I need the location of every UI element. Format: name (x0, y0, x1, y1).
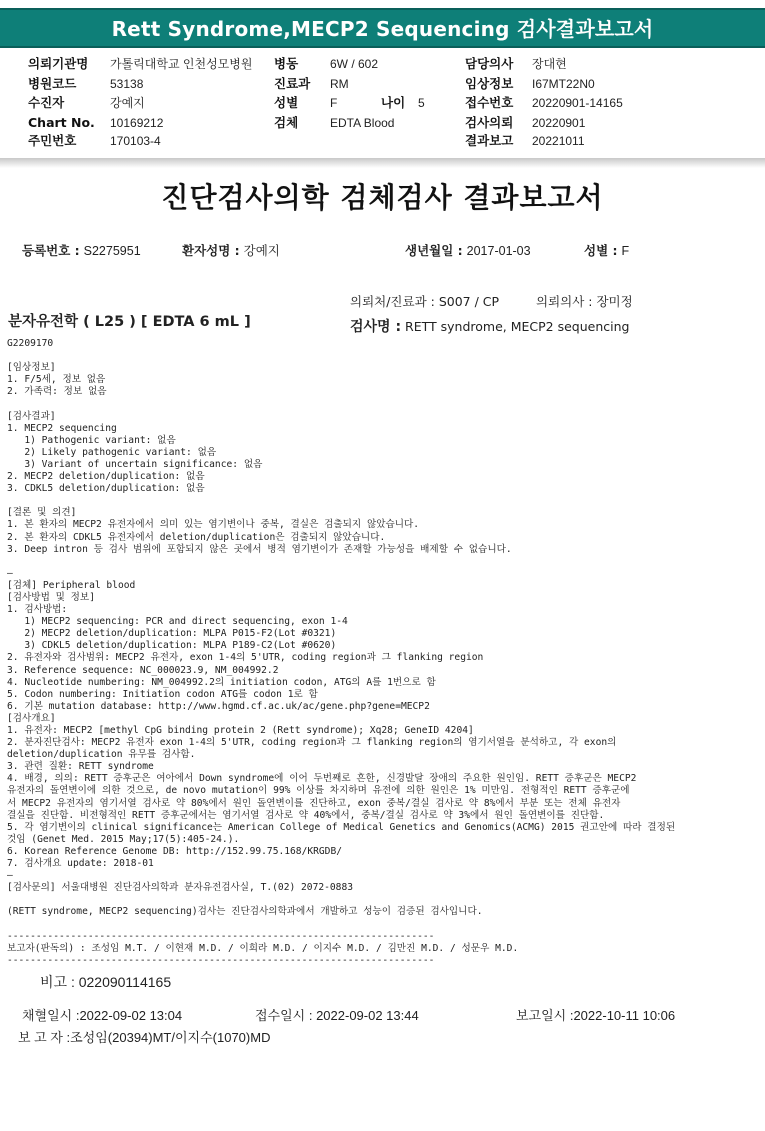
report-line: 2) Likely pathogenic variant: 없음 (7, 446, 217, 458)
report-line: (RETT syndrome, MECP2 sequencing)검사는 진단검사의학과에서 개발하고 성능이 검증된 검사입니다. (7, 906, 483, 918)
report-line (7, 556, 762, 568)
header-value-request-date: 20220901 (532, 116, 586, 130)
sex-label: 성별 : (584, 243, 618, 258)
header-label-institution: 의뢰기관명 (28, 56, 89, 71)
report-line: 서 MECP2 유전자의 염기서열 검사로 약 80%에서 원인 돌연변이를 진단하고, exon 중복/결실 검사로 약 8%에서 부분 또는 전체 유전자 (7, 797, 621, 809)
document-title: 진단검사의학 검체검사 결과보고서 (161, 181, 604, 214)
patient-name-label: 환자성명 : (182, 243, 240, 258)
header-label-chart-no: Chart No. (28, 115, 95, 130)
header-value-age: 5 (418, 96, 425, 110)
report-line: 6. Korean Reference Genome DB: http://152.99.75.168/KRGDB/ (7, 845, 343, 857)
report-line (7, 894, 762, 906)
report-line: 3. Reference sequence: NC_000023.9, NM_004992.2 (7, 664, 279, 676)
test-name (350, 316, 629, 336)
header-label-age: 나이 (381, 95, 406, 110)
report-line: 1. F/5세, 정보 없음 (7, 374, 106, 386)
header-value-institution: 가톨릭대학교 인천성모병원 (110, 57, 253, 71)
header-value-patient: 강예지 (110, 96, 145, 110)
report-body (7, 338, 762, 967)
report-line: [결론 및 의견] (7, 507, 77, 519)
sex-value: F (621, 244, 630, 258)
report-line: [검체] Peripheral blood (7, 579, 136, 591)
report-line: -------------------------------------------------------------------------- (7, 954, 435, 966)
report-line: 결실을 진단함. 비전형적인 RETT 증후군에서는 염기서열 검사로 약 40%에서, 중복/결실 검사로 약 3%에서 원인 돌연변이를 진단함. (7, 809, 605, 821)
header-value-resident-no: 170103-4 (110, 134, 161, 148)
header-label-department: 진료과 (274, 76, 311, 91)
header-value-sex: F (330, 96, 338, 110)
report-line: 5. 각 염기변이의 clinical significance는 American College of Medical Genetics and Genomics(ACMG) 2015 권고안에 따라 결정된 (7, 821, 676, 833)
report-line: 유전자의 돌연변이에 의한 것으로, de novo mutation이 99% 이상를 차지하며 유전에 의한 원인은 1% 미만임. 전형적인 RETT 증후군에 (7, 785, 630, 797)
report-line (7, 495, 762, 507)
report-line: [검사결과] (7, 410, 56, 422)
section-title: 분자유전학 ( L25 ) [ EDTA 6 mL ] (8, 314, 251, 330)
header-value-ward: 6W / 602 (330, 57, 379, 71)
report-line: 2. MECP2 deletion/duplication: 없음 (7, 471, 205, 483)
test-name-label: 검사명 : (350, 319, 402, 335)
report-line: 1. 유전자: MECP2 [methyl CpG binding protein 2 (Rett syndrome); Xq28; GeneID 4204] (7, 725, 474, 736)
report-line: 5. Codon numbering: Initiation codon ATG를 codon 1로 함 (7, 688, 318, 700)
header-label-ward: 병동 (274, 56, 299, 71)
report-line: 1) Pathogenic variant: 없음 (7, 434, 176, 446)
report-line: 것임 (Genet Med. 2015 May;17(5):405-24.). (7, 833, 240, 845)
report-line: [임상정보] (7, 362, 56, 374)
patient-sex (584, 241, 629, 259)
report-line: 1) MECP2 sequencing: PCR and direct sequencing, exon 1-4 (7, 616, 348, 628)
header-label-receipt-no: 접수번호 (465, 95, 514, 110)
report-line: 1. 본 환자의 MECP2 유전자에서 의미 있는 염기변이나 중복, 결실은 검출되지 않았습니다. (7, 519, 420, 531)
report-line: 6. 기본 mutation database: http://www.hgmd.cf.ac.uk/ac/gene.php?gene=MECP2 (7, 700, 430, 712)
requesting-doctor: 의뢰의사 : 장미정 (536, 294, 633, 309)
header-divider (0, 158, 765, 168)
footer-remark: 비고 : 022090114165 (40, 974, 172, 990)
reg-no-label: 등록번호 : (22, 243, 80, 258)
report-line: 2. 분자진단검사: MECP2 유전자 exon 1-4의 5'UTR, coding region과 그 flanking region의 염기서열을 분석하고, 각 exon의 (7, 737, 617, 749)
header-label-request-date: 검사의뢰 (465, 115, 514, 130)
patient-reg-no (22, 241, 141, 259)
test-name-value: RETT syndrome, MECP2 sequencing (405, 319, 630, 334)
report-line: 3. CDKL5 deletion/duplication: 없음 (7, 483, 205, 495)
report-line: 보고자(판독의) : 조성임 M.T. / 이현재 M.D. / 이희라 M.D. / 이지수 M.D. / 김만진 M.D. / 성문우 M.D. (7, 942, 519, 954)
report-line (7, 919, 762, 931)
patient-name-value: 강예지 (243, 244, 280, 258)
report-line: G2209170 (7, 338, 54, 349)
header-value-clinical-info: I67MT22N0 (532, 77, 595, 91)
requesting-department: 의뢰처/진료과 : S007 / CP (350, 294, 500, 309)
dob-label: 생년월일 : (405, 243, 463, 258)
patient-dob (405, 241, 531, 259)
header-value-department: RM (330, 77, 349, 91)
report-line: 3) CDKL5 deletion/duplication: MLPA P189-C2(Lot #0620) (7, 640, 337, 652)
report-line: [검사개요] (7, 712, 56, 724)
report-line: deletion/duplication 유무를 검사함. (7, 749, 196, 761)
header-info-table (0, 52, 765, 152)
footer-receipt-time: 접수일시 : 2022-09-02 13:44 (255, 1008, 419, 1023)
report-banner-title: Rett Syndrome,MECP2 Sequencing 검사결과보고서 (0, 8, 765, 48)
reg-no-value: S2275951 (83, 244, 141, 258)
dob-value: 2017-01-03 (466, 244, 531, 258)
report-line: 2. 본 환자의 CDKL5 유전자에서 deletion/duplication은 검출되지 않았습니다. (7, 531, 386, 543)
header-label-sex: 성별 (274, 95, 299, 110)
header-label-report-date: 결과보고 (465, 133, 514, 148)
header-label-resident-no: 주민번호 (28, 133, 77, 148)
header-value-chart-no: 10169212 (110, 116, 164, 130)
report-line: 3) Variant of uncertain significance: 없음 (7, 458, 263, 470)
header-label-specimen: 검체 (274, 115, 299, 130)
report-line: — (7, 567, 13, 579)
header-value-specimen: EDTA Blood (330, 116, 395, 130)
report-line: [검사방법 및 정보] (7, 591, 95, 603)
report-line: 1. MECP2 sequencing (7, 422, 117, 434)
report-line: 4. 배경, 의의: RETT 증후군은 여아에서 Down syndrome에 이어 두번째로 흔한, 신경발달 장애의 주요한 원인임. RETT 증후군은 MECP2 (7, 773, 637, 785)
report-line: [검사문의] 서울대병원 진단검사의학과 분자유전검사실, T.(02) 2072-0883 (7, 882, 353, 894)
report-line: 2. 유전자와 검사범위: MECP2 유전자, exon 1-4의 5'UTR, coding region과 그 flanking region (7, 652, 484, 664)
footer-reporter: 보 고 자 :조성임(20394)MT/이지수(1070)MD (18, 1030, 271, 1045)
footer-collection-time: 채혈일시 :2022-09-02 13:04 (22, 1008, 183, 1023)
header-label-patient: 수진자 (28, 95, 65, 110)
report-line: 2. 가족력: 정보 없음 (7, 386, 107, 398)
report-line: 1. 검사방법: (7, 604, 68, 616)
report-line: 3. 관련 질환: RETT syndrome (7, 761, 154, 773)
header-value-doctor: 장대현 (532, 57, 567, 71)
report-line: — (7, 870, 13, 882)
header-label-clinical-info: 임상정보 (465, 76, 514, 91)
header-value-receipt-no: 20220901-14165 (532, 96, 623, 110)
report-line: 7. 검사개요 update: 2018-01 (7, 858, 154, 870)
header-value-report-date: 20221011 (532, 134, 585, 148)
patient-name (182, 241, 280, 259)
report-line: 2) MECP2 deletion/duplication: MLPA P015-F2(Lot #0321) (7, 628, 337, 640)
header-label-doctor: 담당의사 (465, 56, 514, 71)
header-label-hospital-code: 병원코드 (28, 76, 77, 91)
header-value-hospital-code: 53138 (110, 77, 144, 91)
report-line: -------------------------------------------------------------------------- (7, 930, 435, 942)
report-line (7, 398, 762, 410)
report-line: 4. Nucleotide numbering: NM_004992.2의 initiation codon, ATG의 A를 1번으로 함 (7, 676, 436, 688)
footer-report-time: 보고일시 :2022-10-11 10:06 (516, 1008, 676, 1023)
report-line: 3. Deep intron 등 검사 범위에 포함되지 않은 곳에서 병적 염기변이가 존재할 가능성을 배제할 수 없습니다. (7, 543, 512, 555)
report-line (7, 350, 762, 362)
